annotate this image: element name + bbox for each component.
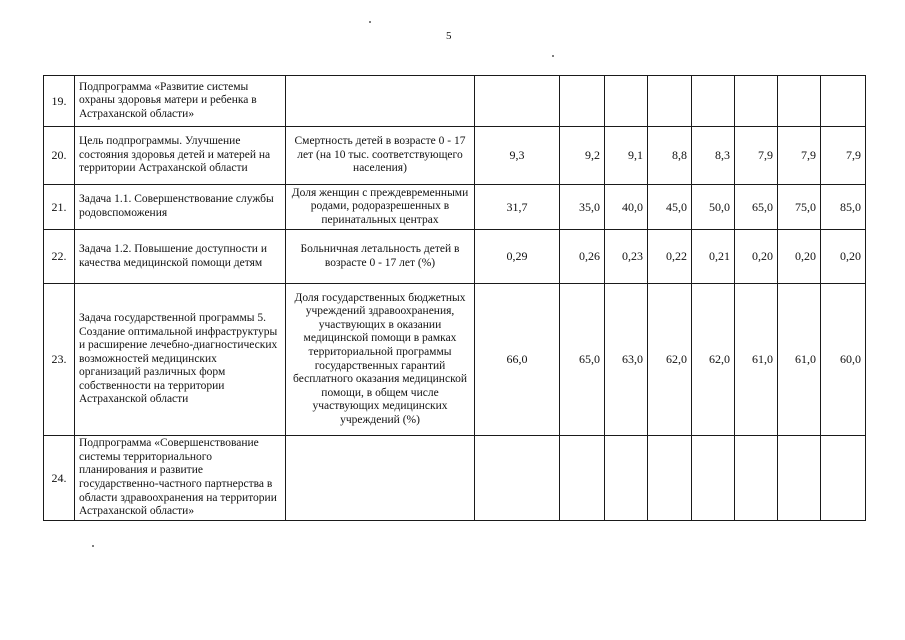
value-cell: 75,0 (778, 185, 821, 230)
value-cell: 65,0 (735, 185, 778, 230)
value-cell (692, 436, 735, 521)
value-cell: 61,0 (735, 284, 778, 436)
value-cell: 45,0 (648, 185, 692, 230)
indicator-cell: Доля женщин с преждевременными родами, родоразрешенных в перинатальных центрах (286, 185, 475, 230)
value-cell: 60,0 (821, 284, 866, 436)
value-cell: 40,0 (605, 185, 648, 230)
value-cell: 0,23 (605, 230, 648, 284)
value-cell: 9,1 (605, 127, 648, 185)
value-cell (605, 436, 648, 521)
value-cell (821, 76, 866, 127)
value-cell: 0,20 (778, 230, 821, 284)
indicator-cell (286, 436, 475, 521)
value-cell: 62,0 (648, 284, 692, 436)
value-cell (692, 76, 735, 127)
value-cell: 31,7 (475, 185, 560, 230)
row-number: 20. (44, 127, 75, 185)
value-cell: 0,22 (648, 230, 692, 284)
indicator-cell: Смертность детей в возрасте 0 - 17 лет (на 10 тыс. соответствующего населения) (286, 127, 475, 185)
value-cell: 0,20 (821, 230, 866, 284)
value-cell: 7,9 (821, 127, 866, 185)
row-number: 19. (44, 76, 75, 127)
value-cell: 66,0 (475, 284, 560, 436)
table-row (44, 185, 866, 230)
program-name-cell: Цель подпрограммы. Улучшение состояния здоровья детей и матерей на территории Астраханской области (75, 127, 286, 185)
program-name-cell: Задача 1.2. Повышение доступности и качества медицинской помощи детям (75, 230, 286, 284)
indicators-table (43, 75, 866, 521)
table-row (44, 284, 866, 436)
value-cell: 0,29 (475, 230, 560, 284)
value-cell: 7,9 (735, 127, 778, 185)
value-cell: 8,8 (648, 127, 692, 185)
value-cell (605, 76, 648, 127)
page-number: 5 (446, 30, 452, 42)
scan-speck (92, 545, 94, 547)
table-row (44, 230, 866, 284)
value-cell (475, 76, 560, 127)
value-cell: 9,3 (475, 127, 560, 185)
value-cell (821, 436, 866, 521)
value-cell (648, 76, 692, 127)
table-row (44, 436, 866, 521)
table-row (44, 127, 866, 185)
program-name-cell: Задача 1.1. Совершенствование службы родовспоможения (75, 185, 286, 230)
value-cell: 62,0 (692, 284, 735, 436)
value-cell (735, 76, 778, 127)
table-row (44, 76, 866, 127)
value-cell (778, 76, 821, 127)
value-cell: 0,26 (560, 230, 605, 284)
value-cell (475, 436, 560, 521)
scan-speck (552, 55, 554, 57)
value-cell: 61,0 (778, 284, 821, 436)
value-cell: 63,0 (605, 284, 648, 436)
value-cell (560, 76, 605, 127)
value-cell: 50,0 (692, 185, 735, 230)
row-number: 21. (44, 185, 75, 230)
row-number: 23. (44, 284, 75, 436)
row-number: 24. (44, 436, 75, 521)
value-cell: 85,0 (821, 185, 866, 230)
scan-speck (369, 21, 371, 23)
indicator-cell (286, 76, 475, 127)
value-cell: 8,3 (692, 127, 735, 185)
value-cell: 0,21 (692, 230, 735, 284)
program-name-cell: Подпрограмма «Развитие системы охраны здоровья матери и ребенка в Астраханской области» (75, 76, 286, 127)
value-cell (560, 436, 605, 521)
value-cell: 0,20 (735, 230, 778, 284)
value-cell: 65,0 (560, 284, 605, 436)
indicator-cell: Больничная летальность детей в возрасте 0 - 17 лет (%) (286, 230, 475, 284)
value-cell: 7,9 (778, 127, 821, 185)
value-cell (778, 436, 821, 521)
value-cell (648, 436, 692, 521)
program-name-cell: Подпрограмма «Совершенствование системы территориального планирования и развитие государственно-частного партнерства в области здравоохранения на территории Астраханской области» (75, 436, 286, 521)
row-number: 22. (44, 230, 75, 284)
indicator-cell: Доля государственных бюджетных учреждений здравоохранения, участвующих в оказании медицинской помощи в рамках территориальной программы государственных гарантий бесплатного оказания медицинской помощи, в общем числе участвующих медицинских учреждений (%) (286, 284, 475, 436)
program-name-cell: Задача государственной программы 5. Создание оптимальной инфраструктуры и расширение лечебно-диагностических возможностей медицинских организаций различных форм собственности на территории Астраханской области (75, 284, 286, 436)
value-cell: 9,2 (560, 127, 605, 185)
value-cell (735, 436, 778, 521)
value-cell: 35,0 (560, 185, 605, 230)
